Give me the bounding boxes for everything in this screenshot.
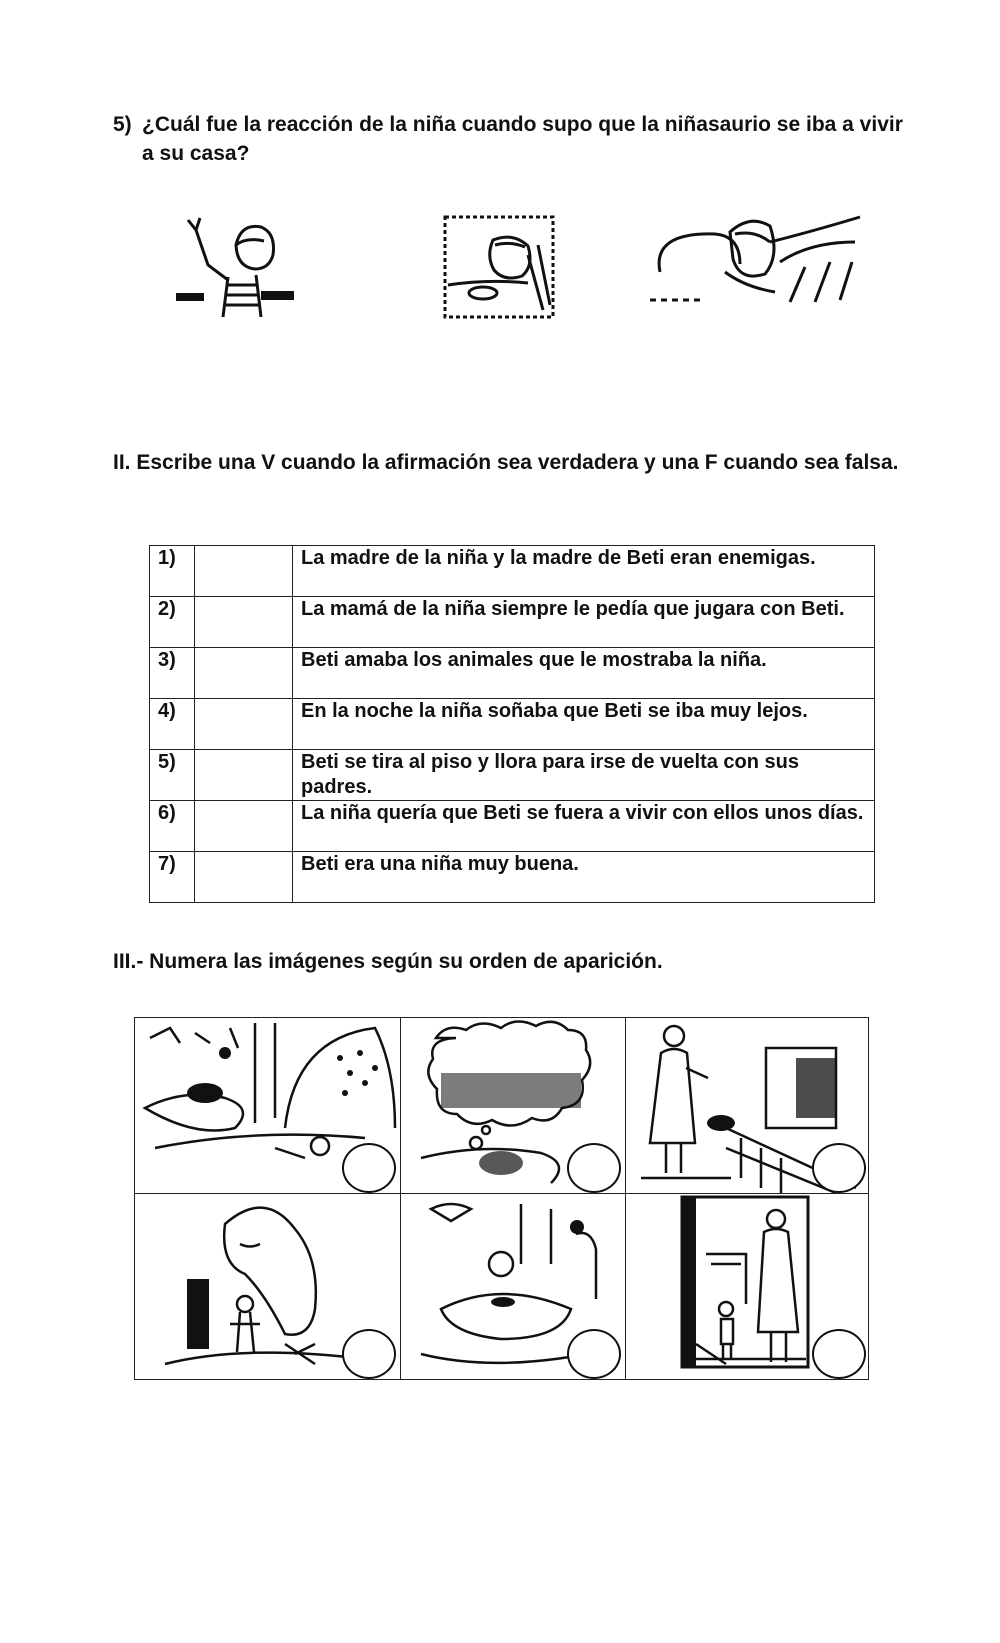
table-row bbox=[150, 750, 875, 801]
panel-mother-stairs bbox=[625, 1017, 869, 1194]
girl-in-bed-image bbox=[650, 212, 865, 307]
table-row bbox=[150, 699, 875, 750]
order-number-circle[interactable] bbox=[812, 1329, 866, 1379]
girl-eating-image bbox=[443, 215, 555, 319]
table-row bbox=[150, 801, 875, 852]
table-row bbox=[150, 546, 875, 597]
row-number: 3) bbox=[150, 648, 195, 699]
question-5 bbox=[113, 110, 913, 168]
statement-text: Beti amaba los animales que le mostraba la niña. bbox=[293, 648, 875, 699]
statement-text: La mamá de la niña siempre le pedía que jugara con Beti. bbox=[293, 597, 875, 648]
row-number: 6) bbox=[150, 801, 195, 852]
order-number-circle[interactable] bbox=[342, 1143, 396, 1193]
row-number: 4) bbox=[150, 699, 195, 750]
panel-doorway bbox=[625, 1193, 869, 1380]
section-2-title: II. Escribe una V cuando la afirmación sea verdadera y una F cuando sea falsa. bbox=[113, 451, 899, 474]
row-number: 5) bbox=[150, 750, 195, 801]
row-number: 2) bbox=[150, 597, 195, 648]
statement-text: La madre de la niña y la madre de Beti eran enemigas. bbox=[293, 546, 875, 597]
order-number-circle[interactable] bbox=[567, 1329, 621, 1379]
row-number: 7) bbox=[150, 852, 195, 903]
order-number-circle[interactable] bbox=[342, 1329, 396, 1379]
order-number-circle[interactable] bbox=[812, 1143, 866, 1193]
panel-dream-bubble bbox=[400, 1017, 626, 1194]
girl-arms-out-image bbox=[176, 215, 301, 325]
answer-box[interactable] bbox=[195, 648, 293, 699]
question-text: ¿Cuál fue la reacción de la niña cuando supo que la niñasaurio se iba a vivir a su casa? bbox=[142, 113, 903, 165]
answer-box[interactable] bbox=[195, 852, 293, 903]
statement-text: En la noche la niña soñaba que Beti se iba muy lejos. bbox=[293, 699, 875, 750]
answer-box[interactable] bbox=[195, 699, 293, 750]
section-3-title: III.- Numera las imágenes según su orden de aparición. bbox=[113, 950, 663, 973]
true-false-table bbox=[149, 545, 875, 903]
panel-messy-room bbox=[134, 1017, 401, 1194]
order-number-circle[interactable] bbox=[567, 1143, 621, 1193]
statement-text: Beti era una niña muy buena. bbox=[293, 852, 875, 903]
answer-box[interactable] bbox=[195, 597, 293, 648]
panel-kitchen-table bbox=[400, 1193, 626, 1380]
table-row bbox=[150, 648, 875, 699]
statement-text: La niña quería que Beti se fuera a vivir con ellos unos días. bbox=[293, 801, 875, 852]
table-row bbox=[150, 852, 875, 903]
answer-box[interactable] bbox=[195, 801, 293, 852]
statement-text: Beti se tira al piso y llora para irse de vuelta con sus padres. bbox=[293, 750, 875, 801]
table-row bbox=[150, 597, 875, 648]
question-number: 5) bbox=[113, 113, 132, 136]
row-number: 1) bbox=[150, 546, 195, 597]
answer-box[interactable] bbox=[195, 750, 293, 801]
panel-dinosaur-room bbox=[134, 1193, 401, 1380]
answer-box[interactable] bbox=[195, 546, 293, 597]
